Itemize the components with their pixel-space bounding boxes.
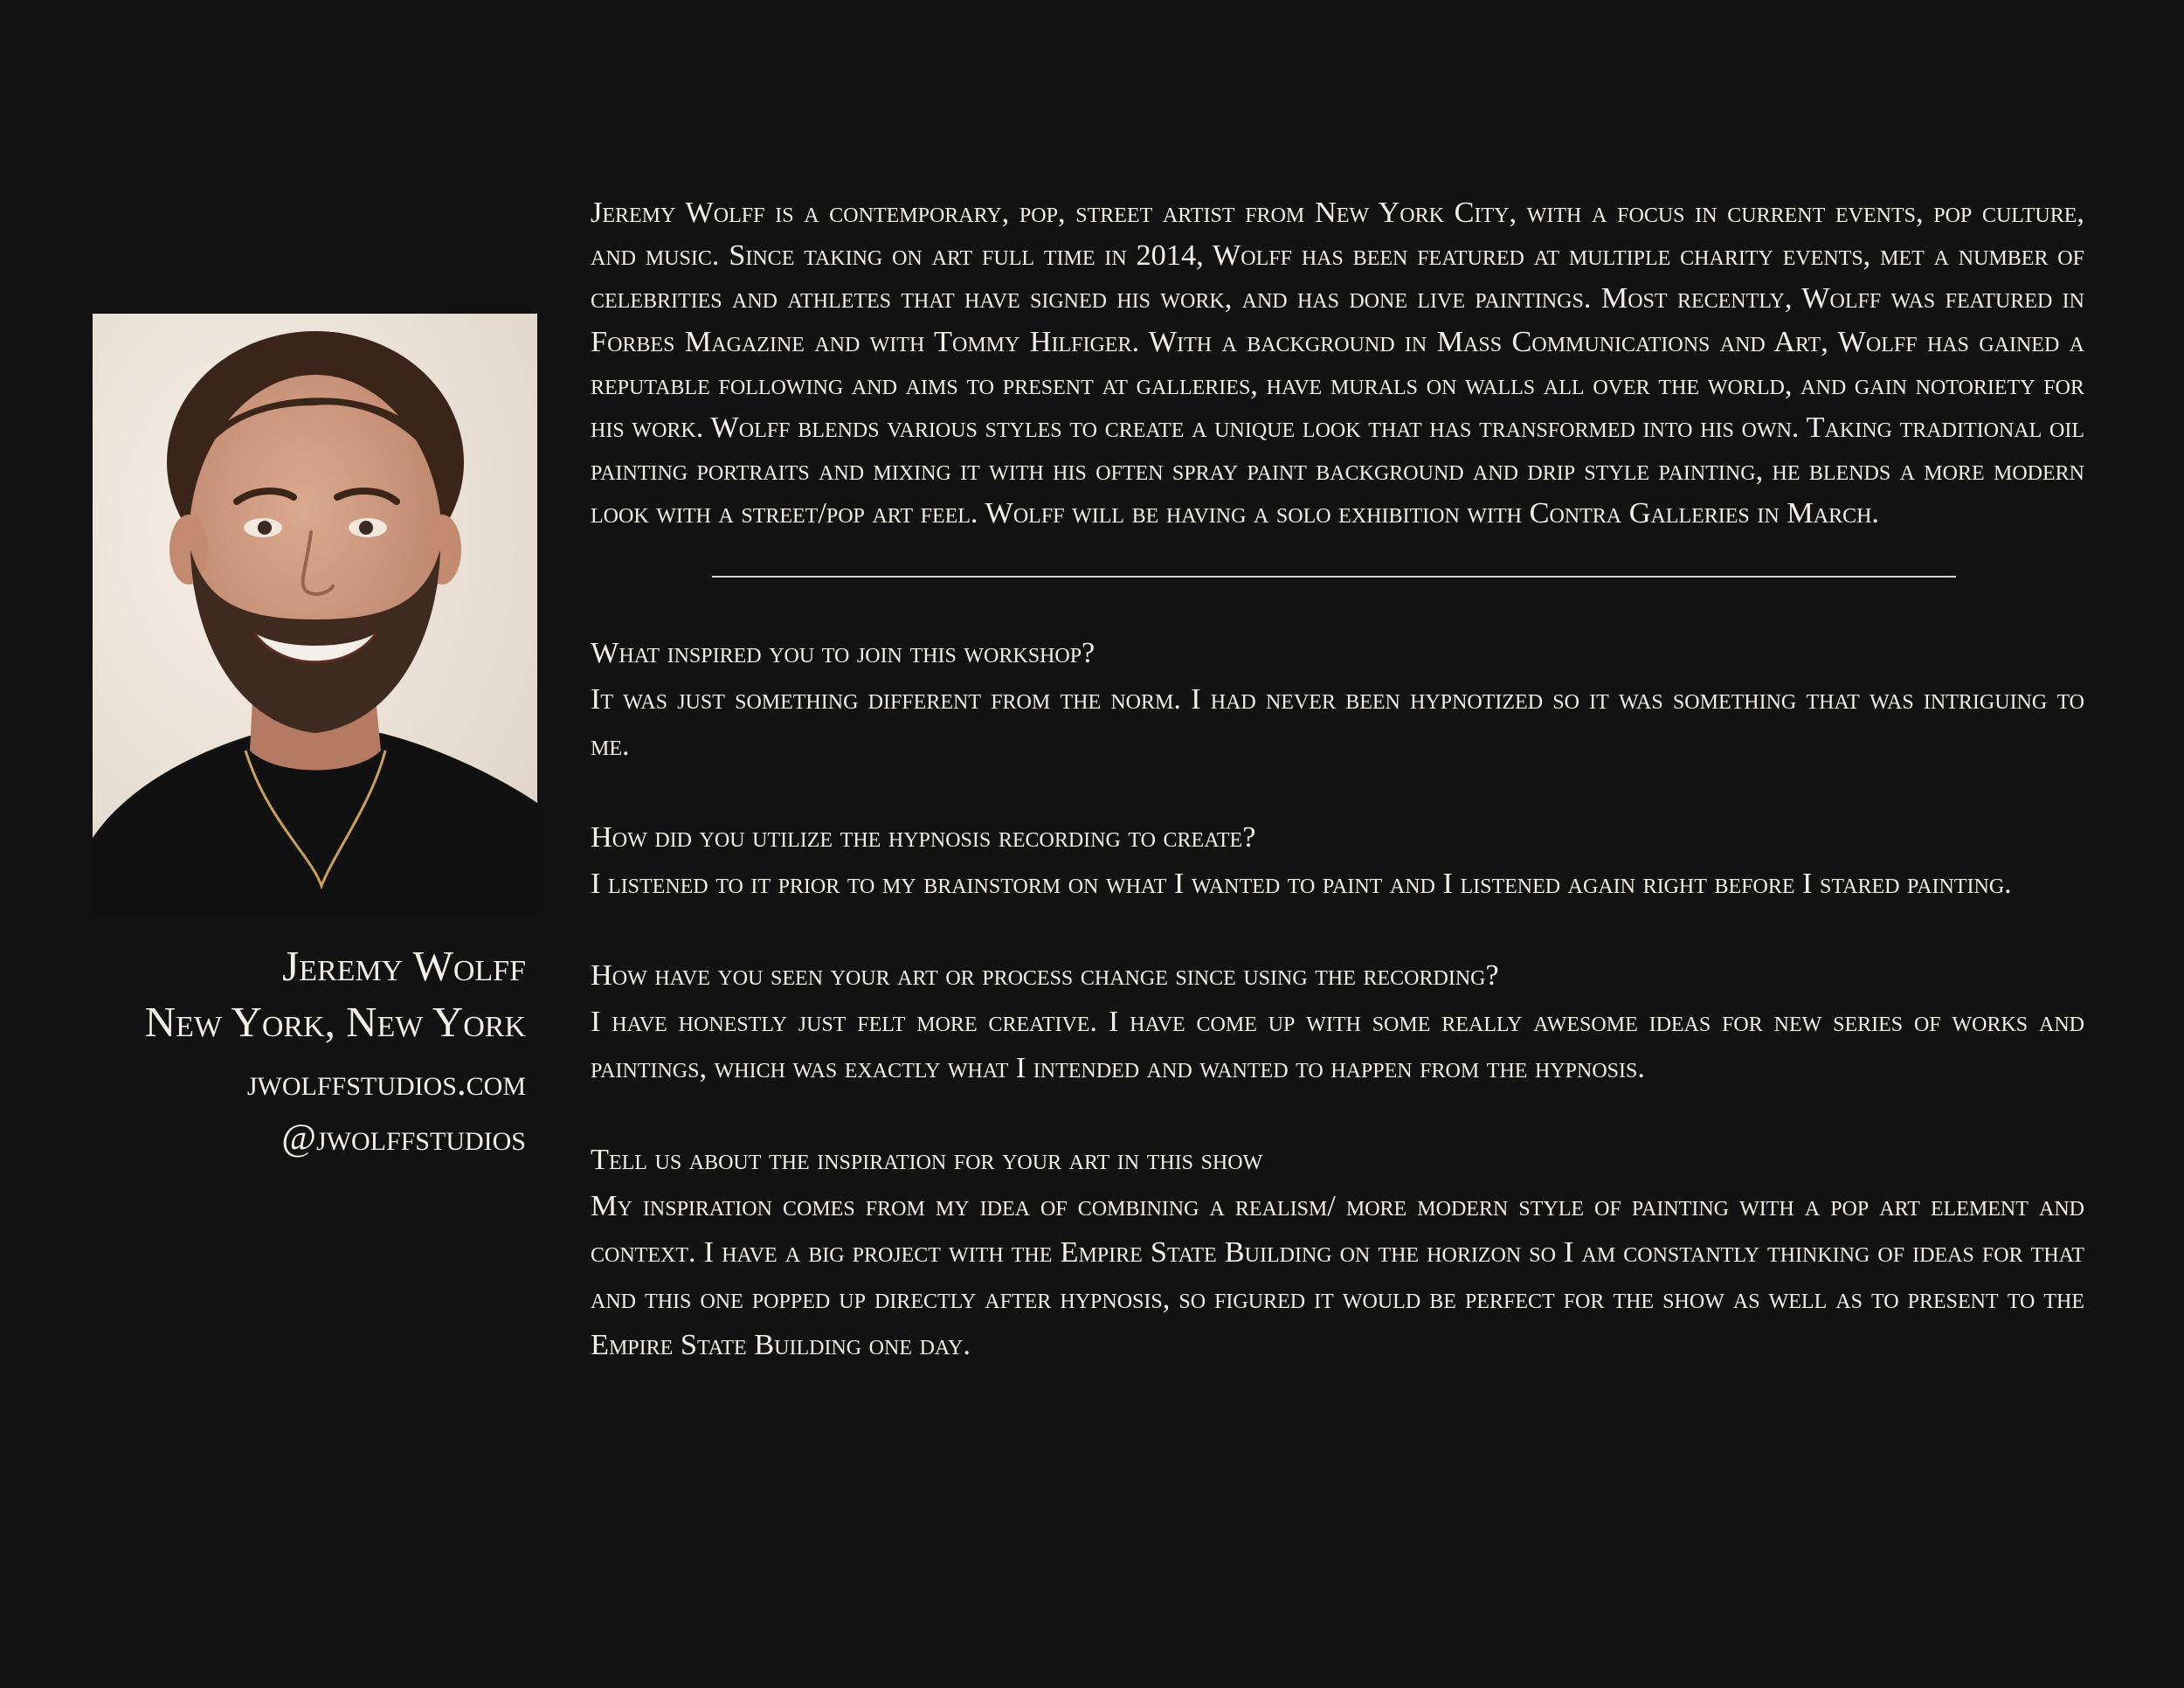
qa-answer: My inspiration comes from my idea of combining a realism/ more modern style of painting with a pop art element and context. I have a big project with the Empire State Building on the horizon so I am constantly thinking of ideas for that and this one popped up directly after hypnosis, so figured it would be perfect for the show as well as to present to the Empire State Building one day. [591, 1188, 2084, 1361]
main-content [591, 191, 2084, 1414]
qa-question: What inspired you to join this workshop? [591, 635, 1095, 669]
qa-question: How did you utilize the hypnosis recording to create? [591, 820, 1256, 854]
interview-qa-list [591, 630, 2084, 1368]
qa-item [591, 814, 2084, 907]
qa-item [591, 630, 2084, 769]
portrait-illustration [93, 314, 537, 917]
qa-item [591, 1137, 2084, 1368]
qa-answer: I have honestly just felt more creative. I have come up with some really awesome ideas for new series of works and paintings, which was exactly what I intended and wanted to happen from the hypnosis. [591, 1004, 2084, 1084]
artist-portrait [93, 314, 537, 917]
qa-question: Tell us about the inspiration for your art in this show [591, 1142, 1263, 1176]
qa-answer: I listened to it prior to my brainstorm on what I wanted to paint and I listened again right before I stared painting. [591, 866, 2012, 900]
qa-answer: It was just something different from the norm. I had never been hypnotized so it was something that was intriguing to me. [591, 681, 2084, 762]
artist-name: Jeremy Wolff [282, 942, 526, 990]
section-divider [712, 576, 1956, 578]
qa-question: How have you seen your art or process change since using the recording? [591, 958, 1499, 992]
qa-item [591, 952, 2084, 1091]
artist-website[interactable]: jwolffstudios.com [246, 1062, 526, 1104]
artist-identity [52, 938, 526, 1166]
artist-location: New York, New York [144, 997, 526, 1046]
artist-bio: Jeremy Wolff is a contemporary, pop, street artist from New York City, with a focus in current events, pop culture, and music. Since taking on art full time in 2014, Wolff has been featured at multiple charity events, met a number of celebrities and athletes that have signed his work, and has done live paintings. Most recently, Wolff was featured in Forbes Magazine and with Tommy Hilfiger. With a background in Mass Communications and Art, Wolff has gained a reputable following and aims to present at galleries, have murals on walls all over the world, and gain notoriety for his work. Wolff blends various styles to create a unique look that has transformed into his own. Taking traditional oil painting portraits and mixing it with his often spray paint background and drip style painting, he blends a more modern look with a street/pop art feel. Wolff will be having a solo exhibition with Contra Galleries in March. [591, 196, 2084, 530]
artist-social-handle[interactable]: @jwolffstudios [281, 1117, 526, 1159]
